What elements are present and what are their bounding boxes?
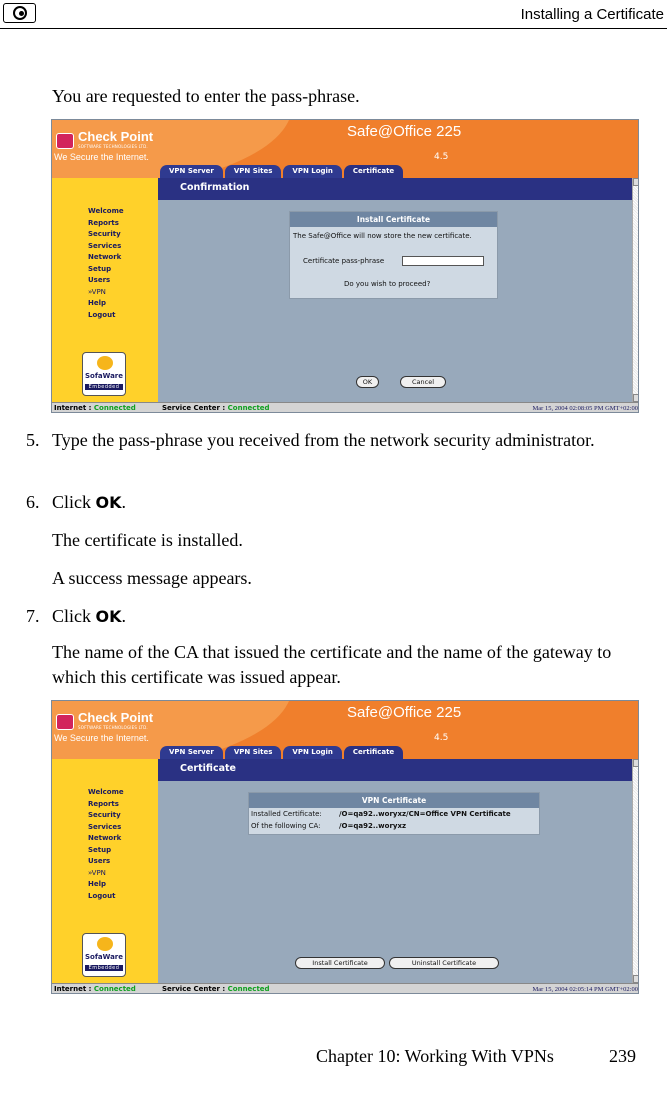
ok-ui-word: OK xyxy=(95,607,122,626)
ok-ui-word: OK xyxy=(95,493,122,512)
product-version: 4.5 xyxy=(434,152,449,162)
step-5-number: 5. xyxy=(26,430,40,450)
brand-tagline: We Secure the Internet. xyxy=(54,733,149,743)
step-7-text: Click OK. xyxy=(52,606,126,626)
header-rule xyxy=(0,28,667,29)
screenshot-confirmation xyxy=(51,119,639,413)
scroll-up-icon[interactable] xyxy=(633,759,639,767)
nav-reports[interactable]: Reports xyxy=(88,218,119,227)
result-installed: The certificate is installed. xyxy=(52,530,243,550)
nav-welcome[interactable]: Welcome xyxy=(88,788,124,796)
nav-vpn[interactable]: »VPN xyxy=(88,868,106,877)
vpn-certificate-panel xyxy=(248,792,540,835)
dialog-message: The Safe@Office will now store the new certificate. xyxy=(293,232,472,240)
internet-status: Internet : Connected xyxy=(54,404,136,412)
nav-users[interactable]: Users xyxy=(88,276,111,284)
service-center-status: Service Center : Connected xyxy=(162,985,270,993)
nav-services[interactable]: Services xyxy=(88,241,122,250)
step-7-number: 7. xyxy=(26,606,40,626)
panel-title: VPN Certificate xyxy=(249,793,539,808)
nav-network[interactable]: Network xyxy=(88,834,122,842)
ok-button[interactable]: OK xyxy=(356,376,379,388)
tab-vpn-sites[interactable]: VPN Sites xyxy=(225,165,282,178)
sofaware-mascot-icon xyxy=(97,356,113,370)
nav-services[interactable]: Services xyxy=(88,822,122,831)
nav-network[interactable]: Network xyxy=(88,253,122,261)
nav-vpn[interactable]: »VPN xyxy=(88,287,106,296)
status-bar xyxy=(52,402,639,413)
intro-text: You are requested to enter the pass-phrase. xyxy=(52,86,360,106)
footer-chapter: Chapter 10: Working With VPNs xyxy=(316,1046,554,1066)
scroll-down-icon[interactable] xyxy=(633,975,639,983)
nav-users[interactable]: Users xyxy=(88,857,111,865)
product-version: 4.5 xyxy=(434,733,449,743)
header-title: Installing a Certificate xyxy=(520,6,664,23)
scroll-down-icon[interactable] xyxy=(633,394,639,402)
step-6-number: 6. xyxy=(26,492,40,512)
product-name: Safe@Office 225 xyxy=(347,123,462,140)
sofaware-mascot-icon xyxy=(97,937,113,951)
tab-certificate[interactable]: Certificate xyxy=(344,746,403,759)
page-title: Confirmation xyxy=(180,182,250,193)
install-certificate-button[interactable]: Install Certificate xyxy=(295,957,385,969)
nav-reports[interactable]: Reports xyxy=(88,799,119,808)
nav-welcome[interactable]: Welcome xyxy=(88,207,124,215)
cert-row-ca: Of the following CA: /O=qa92..woryxz xyxy=(251,822,407,830)
main-panel xyxy=(158,178,632,402)
passphrase-input[interactable] xyxy=(402,256,484,266)
checkpoint-logo-icon xyxy=(56,714,74,730)
header-icon xyxy=(3,3,36,23)
nav-help[interactable]: Help xyxy=(88,299,107,307)
tab-vpn-sites[interactable]: VPN Sites xyxy=(225,746,282,759)
brand-name: Check Point xyxy=(78,710,154,725)
brand-name: Check Point xyxy=(78,129,154,144)
status-datetime: Mar 15, 2004 02:05:14 PM GMT+02:00 xyxy=(532,986,638,993)
nav-setup[interactable]: Setup xyxy=(88,845,112,854)
nav-logout[interactable]: Logout xyxy=(88,891,116,900)
scrollbar[interactable] xyxy=(632,759,639,983)
status-datetime: Mar 15, 2004 02:08:05 PM GMT+02:00 xyxy=(532,405,638,412)
tab-vpn-server[interactable]: VPN Server xyxy=(160,746,223,759)
sidebar xyxy=(52,759,158,983)
tab-vpn-login[interactable]: VPN Login xyxy=(283,165,342,178)
internet-status: Internet : Connected xyxy=(54,985,136,993)
footer-page-number: 239 xyxy=(609,1046,636,1066)
checkpoint-logo-icon xyxy=(56,133,74,149)
sidebar xyxy=(52,178,158,402)
sofaware-logo: SofaWare Embedded xyxy=(82,933,126,977)
result-success: A success message appears. xyxy=(52,568,252,588)
step-6-text: Click OK. xyxy=(52,492,126,512)
main-panel xyxy=(158,759,632,983)
brand-tagline: We Secure the Internet. xyxy=(54,152,149,162)
scrollbar[interactable] xyxy=(632,178,639,402)
tab-vpn-login[interactable]: VPN Login xyxy=(283,746,342,759)
install-certificate-dialog xyxy=(289,211,498,299)
step-7-result: The name of the CA that issued the certificate and the name of the gateway to which this certificate was issued appear. xyxy=(52,642,612,687)
nav-help[interactable]: Help xyxy=(88,880,107,888)
brand-sub: SOFTWARE TECHNOLOGIES LTD. xyxy=(78,144,148,149)
dialog-title: Install Certificate xyxy=(290,212,497,227)
sofaware-logo: SofaWare Embedded xyxy=(82,352,126,396)
nav-setup[interactable]: Setup xyxy=(88,264,112,273)
brand-sub: SOFTWARE TECHNOLOGIES LTD. xyxy=(78,725,148,730)
tab-bar xyxy=(160,165,403,178)
nav-logout[interactable]: Logout xyxy=(88,310,116,319)
nav-security[interactable]: Security xyxy=(88,811,121,819)
tab-vpn-server[interactable]: VPN Server xyxy=(160,165,223,178)
step-5-text: Type the pass-phrase you received from the network security administrator. xyxy=(52,430,595,450)
passphrase-label: Certificate pass-phrase xyxy=(303,257,385,265)
tab-certificate[interactable]: Certificate xyxy=(344,165,403,178)
service-center-status: Service Center : Connected xyxy=(162,404,270,412)
cancel-button[interactable]: Cancel xyxy=(400,376,446,388)
tab-bar xyxy=(160,746,403,759)
screenshot-certificate xyxy=(51,700,639,994)
nav-security[interactable]: Security xyxy=(88,230,121,238)
product-name: Safe@Office 225 xyxy=(347,704,462,721)
status-bar xyxy=(52,983,639,994)
page-title: Certificate xyxy=(180,763,236,774)
scroll-up-icon[interactable] xyxy=(633,178,639,186)
uninstall-certificate-button[interactable]: Uninstall Certificate xyxy=(389,957,499,969)
dialog-question: Do you wish to proceed? xyxy=(344,280,431,288)
cert-row-installed: Installed Certificate: /O=qa92..woryxz/CN=Office VPN Certificate xyxy=(251,810,511,818)
